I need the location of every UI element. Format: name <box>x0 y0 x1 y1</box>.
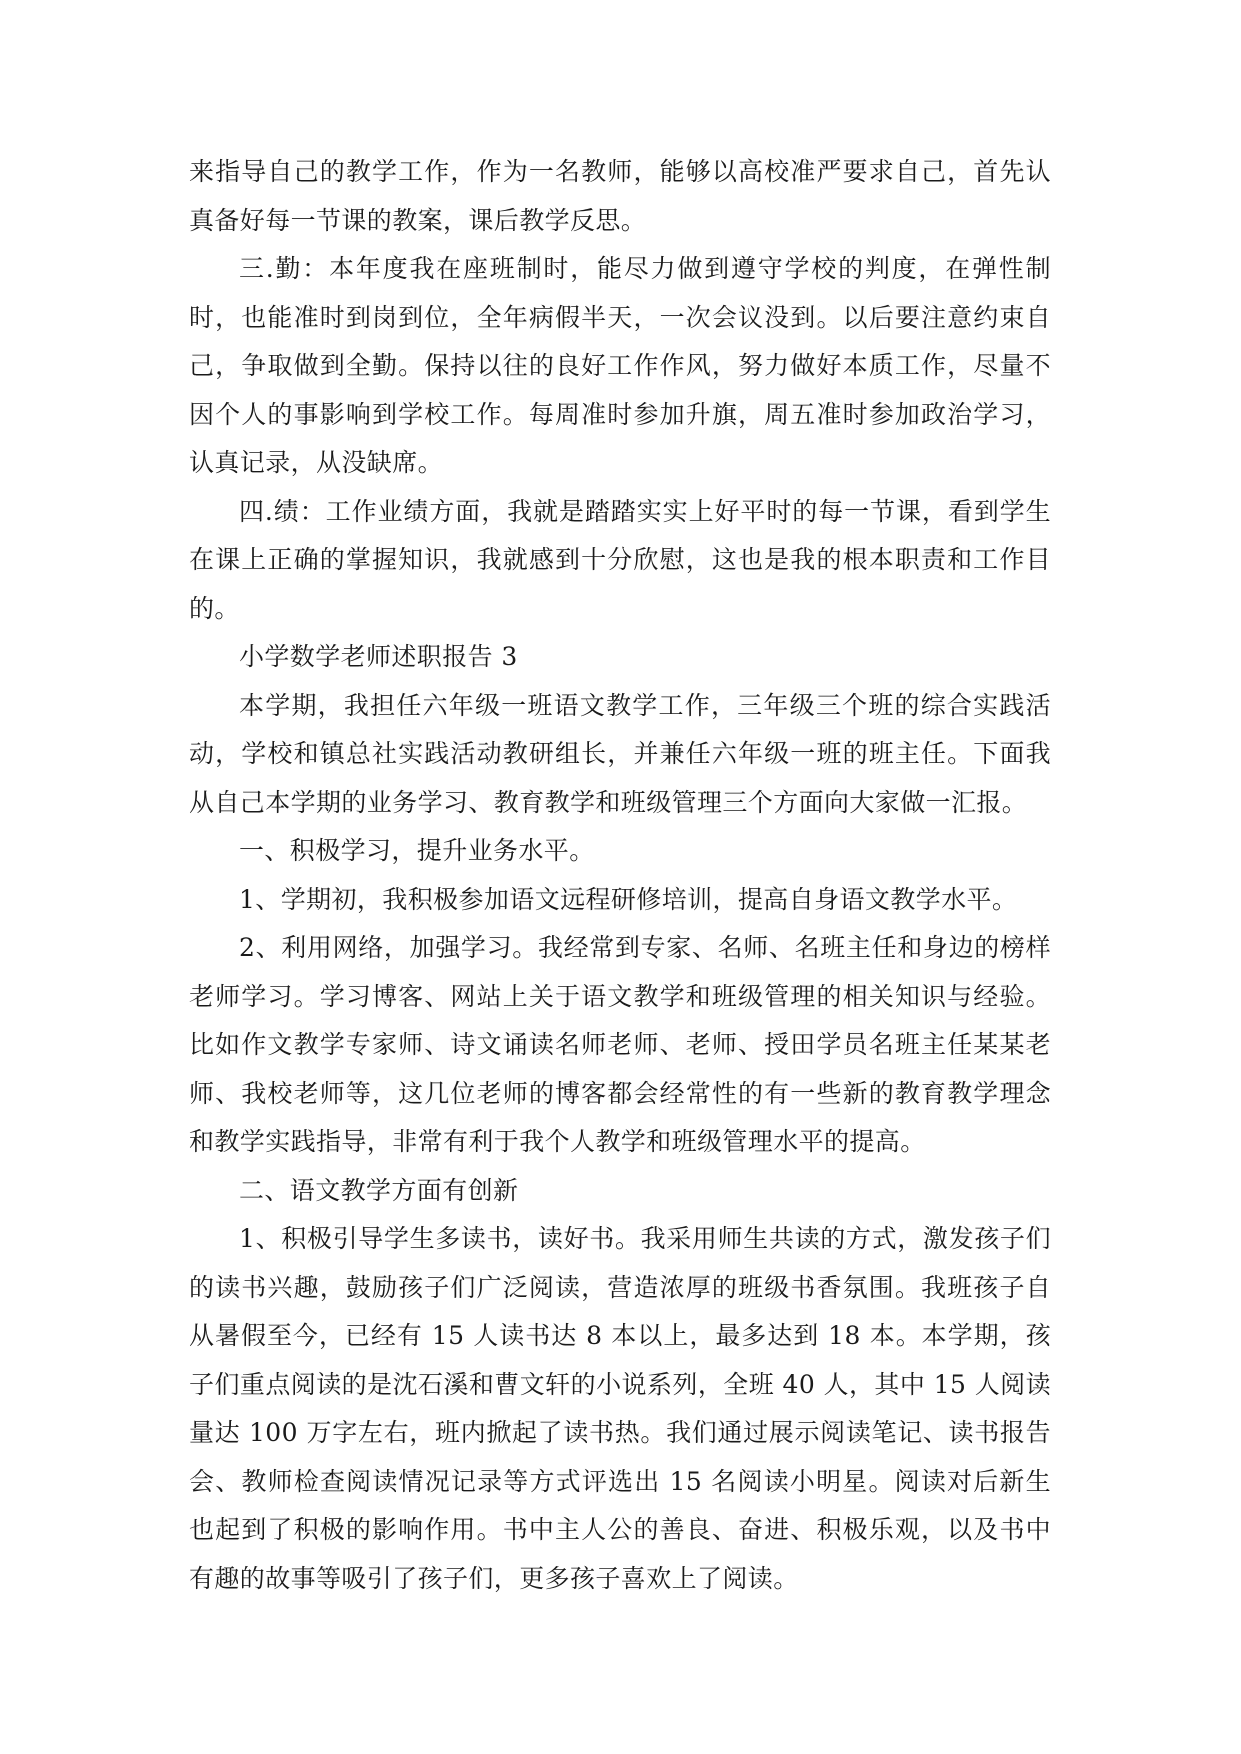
report-title: 小学数学老师述职报告 3 <box>239 642 518 671</box>
document-body <box>189 148 1051 1603</box>
paragraph-section-qin: 三.勤：本年度我在座班制时，能尽力做到遵守学校的判度，在弹性制时，也能准时到岗到位，全年病假半天，一次会议没到。以后要注意约束自己，争取做到全勤。保持以往的良好工作作风，努力做好本质工作，尽量不因个人的事影响到学校工作。每周准时参加升旗，周五准时参加政治学习，认真记录，从没缺席。 <box>189 254 1051 477</box>
paragraph-continuation: 来指导自己的教学工作，作为一名教师，能够以高校准严要求自己，首先认真备好每一节课的教案，课后教学反思。 <box>189 157 1051 235</box>
paragraph-section-ji: 四.绩：工作业绩方面，我就是踏踏实实上好平时的每一节课，看到学生在课上正确的掌握知识，我就感到十分欣慰，这也是我的根本职责和工作目的。 <box>189 496 1051 623</box>
list-item-1-1: 1、学期初，我积极参加语文远程研修培训，提高自身语文教学水平。 <box>239 884 1018 914</box>
section-heading-1: 一、积极学习，提升业务水平。 <box>239 836 595 865</box>
list-item-2-1: 1、积极引导学生多读书，读好书。我采用师生共读的方式，激发孩子们的读书兴趣，鼓励孩子们广泛阅读，营造浓厚的班级书香氛围。我班孩子自从暑假至今，已经有 15 人读书达 8 本以上，最多达到 18 本。本学期，孩子们重点阅读的是沈石溪和曹文轩的小说系列，全班 40 人，其中 15 人阅读量达 100 万字左右，班内掀起了读书热。我们通过展示阅读笔记、读书报告会、教师检查阅读情况记录等方式评选出 15 名阅读小明星。阅读对后新生也起到了积极的影响作用。书中主人公的善良、奋进、积极乐观，以及书中有趣的故事等吸引了孩子们，更多孩子喜欢上了阅读。 <box>189 1224 1051 1593</box>
section-heading-2: 二、语文教学方面有创新 <box>239 1175 519 1205</box>
list-item-1-2: 2、利用网络，加强学习。我经常到专家、名师、名班主任和身边的榜样老师学习。学习博客、网站上关于语文教学和班级管理的相关知识与经验。比如作文教学专家师、诗文诵读名师老师、老师、授田学员名班主任某某老师、我校老师等，这几位老师的博客都会经常性的有一些新的教育教学理念和教学实践指导，非常有利于我个人教学和班级管理水平的提高。 <box>189 933 1051 1156</box>
paragraph-intro: 本学期，我担任六年级一班语文教学工作，三年级三个班的综合实践活动，学校和镇总社实践活动教研组长，并兼任六年级一班的班主任。下面我从自己本学期的业务学习、教育教学和班级管理三个方面向大家做一汇报。 <box>189 690 1051 817</box>
